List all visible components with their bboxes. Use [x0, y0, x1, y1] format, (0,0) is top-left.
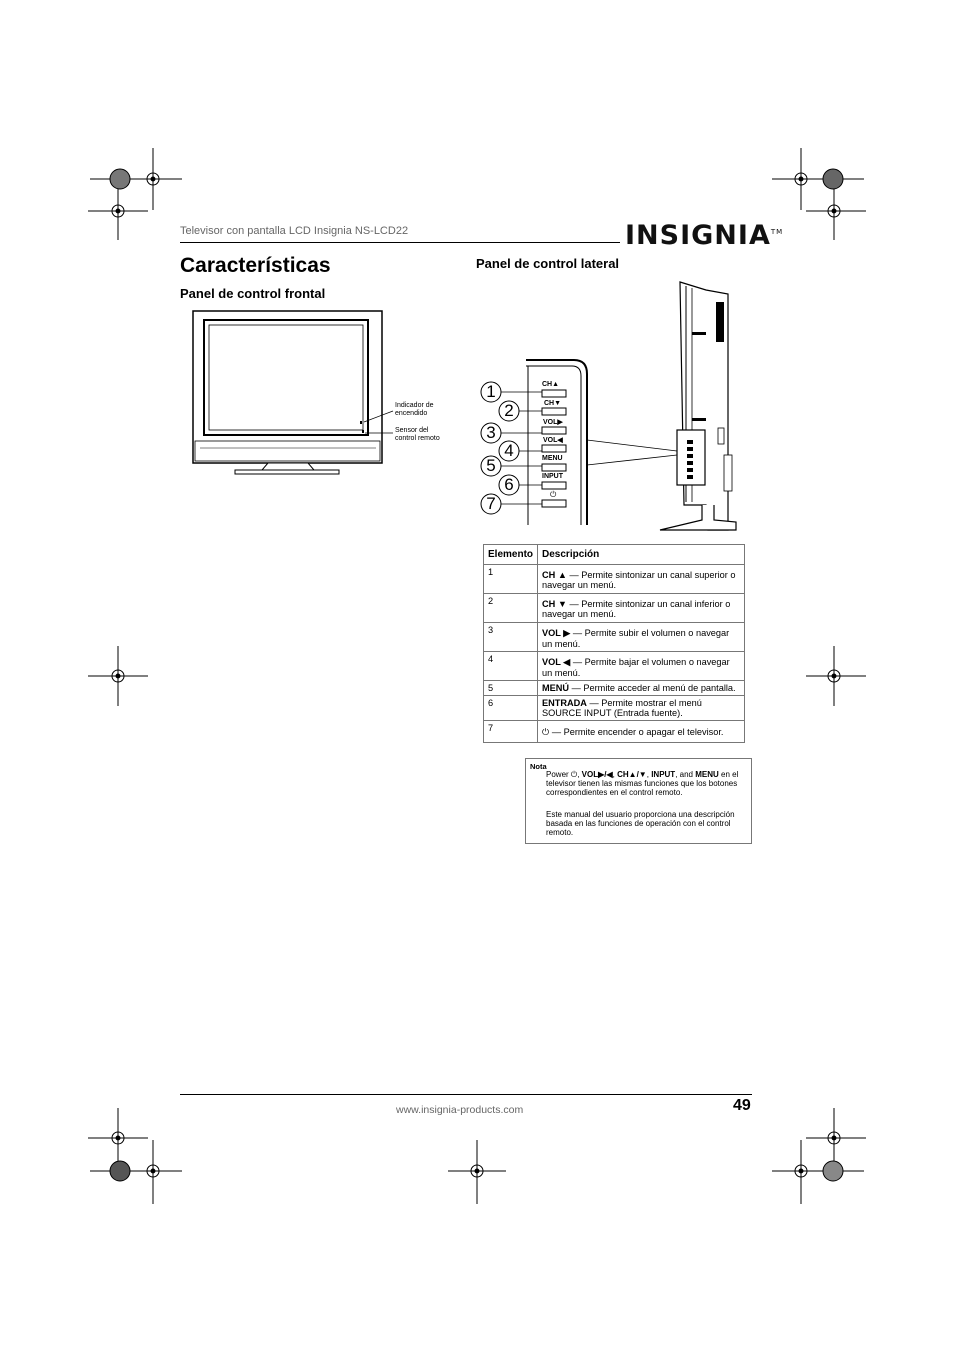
- note-box: [525, 758, 752, 844]
- table-row: [484, 623, 745, 652]
- table-row: [484, 696, 745, 721]
- callout-2: 2: [504, 401, 514, 420]
- row-number: 3: [484, 623, 538, 652]
- callout-7: 7: [486, 494, 496, 513]
- label-input: INPUT: [542, 473, 563, 480]
- sensor-label-line1: Sensor del: [395, 427, 429, 434]
- callout-4: 4: [504, 441, 514, 460]
- callout-3: 3: [486, 423, 496, 442]
- row-key: MENÚ: [542, 683, 570, 693]
- row-text: — Permite bajar el volumen o navegar un menú.: [542, 657, 730, 678]
- table-row: [484, 594, 745, 623]
- label-ch-down: CH▼: [544, 400, 562, 407]
- note-text: ,: [646, 770, 652, 779]
- col-header-descripcion: Descripción: [538, 545, 745, 565]
- row-key: CH ▼: [542, 599, 567, 609]
- page-title: Características: [180, 254, 331, 277]
- row-number: 1: [484, 565, 538, 594]
- running-header: Televisor con pantalla LCD Insignia NS-LCD22: [180, 225, 409, 237]
- table-row: [484, 681, 745, 696]
- table-row: [484, 721, 745, 743]
- label-vol-right: VOL▶: [543, 419, 563, 426]
- logo-text: INSIGNIA: [625, 220, 771, 251]
- table-row: [484, 652, 745, 681]
- label-power-icon: ⏻: [550, 490, 557, 499]
- col-header-elemento: Elemento: [484, 545, 538, 565]
- note-key: CH▲/▼: [617, 770, 647, 779]
- note-key: INPUT: [651, 770, 676, 779]
- note-text: en el televisor tienen las mismas funciones que los botones correspondientes en el control remoto.: [546, 770, 739, 797]
- label-ch-up: CH▲: [542, 381, 560, 388]
- side-panel-heading: Panel de control lateral: [476, 256, 620, 271]
- note-paragraph-2: Este manual del usuario proporciona una descripción basada en las funciones de operación con el control remoto.: [546, 810, 735, 837]
- remote-sensor-label: [395, 427, 440, 443]
- note-text: Power ⏻,: [546, 770, 582, 779]
- footer-url: www.insignia-products.com: [396, 1104, 524, 1116]
- power-label-line1: Indicador de: [395, 402, 434, 409]
- logo-tm: TM: [770, 228, 784, 236]
- sensor-label-line2: control remoto: [395, 435, 440, 442]
- row-number: 4: [484, 652, 538, 681]
- row-text: — Permite sintonizar un canal inferior o navegar un menú.: [542, 599, 731, 619]
- front-panel-heading: Panel de control frontal: [180, 286, 326, 301]
- feature-table: [483, 544, 745, 743]
- front-callout-lines: [360, 400, 400, 440]
- row-key: VOL ◀: [542, 657, 571, 667]
- callout-5: 5: [486, 456, 496, 475]
- power-indicator-label: [395, 402, 434, 418]
- front-panel-diagram: [190, 308, 390, 478]
- table-row: [484, 565, 745, 594]
- page-number: 49: [733, 1097, 751, 1114]
- row-description: [538, 623, 745, 652]
- note-label: Nota: [530, 762, 547, 771]
- note-text: , and: [675, 770, 696, 779]
- row-description: [538, 721, 745, 743]
- header-rule: [180, 242, 620, 243]
- row-description: [538, 652, 745, 681]
- note-text: ,: [612, 770, 618, 779]
- insignia-logo: [625, 220, 783, 251]
- row-text: — Permite subir el volumen o navegar un menú.: [542, 628, 730, 649]
- note-paragraph-1: [546, 770, 746, 797]
- note-key: VOL▶/◀: [581, 770, 613, 779]
- row-description: [538, 681, 745, 696]
- row-text: — Permite sintonizar un canal superior o navegar un menú.: [542, 570, 736, 590]
- label-menu: MENU: [542, 455, 563, 462]
- row-key: VOL ▶: [542, 628, 571, 638]
- row-text: — Permite encender o apagar el televisor.: [549, 727, 724, 737]
- power-label-line2: encendido: [395, 410, 428, 417]
- note-key: MENU: [695, 770, 719, 779]
- row-number: 5: [484, 681, 538, 696]
- callout-6: 6: [504, 475, 514, 494]
- table-header-row: [484, 545, 745, 565]
- row-description: [538, 696, 745, 721]
- row-number: 2: [484, 594, 538, 623]
- row-number: 7: [484, 721, 538, 743]
- label-vol-left: VOL◀: [543, 437, 563, 444]
- row-number: 6: [484, 696, 538, 721]
- row-text: — Permite mostrar el menú SOURCE INPUT (Entrada fuente).: [542, 698, 702, 718]
- power-icon: ⏻: [542, 727, 550, 737]
- callout-1: 1: [486, 382, 496, 401]
- row-text: — Permite acceder al menú de pantalla.: [569, 683, 736, 693]
- row-description: [538, 594, 745, 623]
- row-key: CH ▲: [542, 570, 567, 580]
- row-description: [538, 565, 745, 594]
- row-key: ENTRADA: [542, 698, 587, 708]
- footer-rule: [180, 1094, 752, 1095]
